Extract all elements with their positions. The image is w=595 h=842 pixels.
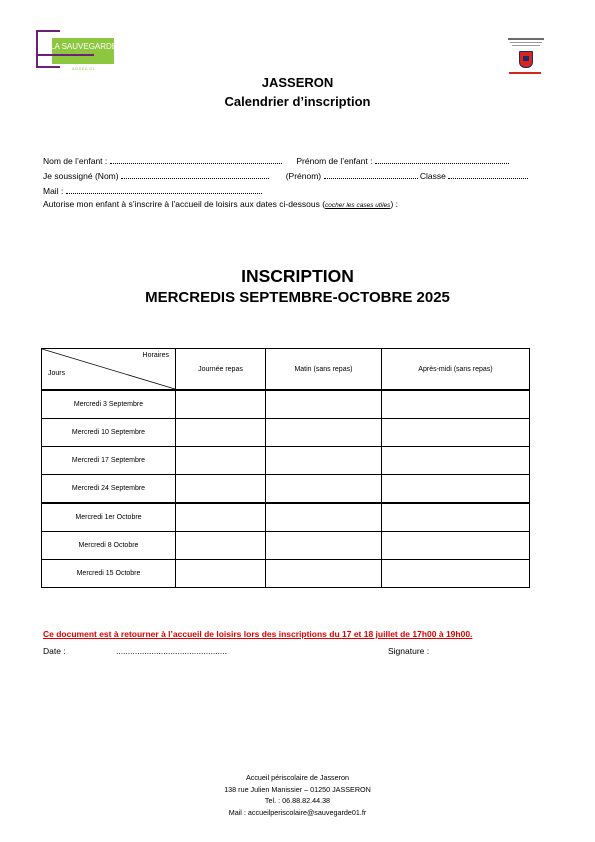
checkbox-cell[interactable] [381, 503, 529, 532]
corner-cell [42, 349, 176, 391]
table-row [42, 447, 530, 475]
corner-bottom-label: Jours [48, 370, 66, 377]
corner-top-label: Horaires [142, 352, 169, 359]
checkbox-cell[interactable] [176, 560, 266, 588]
child-name-line [43, 155, 509, 166]
table-header-row [42, 349, 530, 391]
checkbox-cell[interactable] [176, 532, 266, 560]
class-label: Classe [419, 171, 446, 181]
checkbox-cell[interactable] [265, 560, 381, 588]
checkbox-cell[interactable] [265, 532, 381, 560]
firstname-field[interactable] [324, 170, 418, 179]
child-firstname-label: Prénom de l’enfant : [296, 156, 373, 166]
signature-label: Signature : [388, 646, 430, 656]
day-label: Mercredi 17 Septembre [42, 447, 176, 475]
table-row [42, 503, 530, 532]
undersigned-name-field[interactable] [121, 170, 269, 179]
class-field[interactable] [448, 170, 528, 179]
column-header: Matin (sans repas) [265, 349, 381, 391]
table-row [42, 390, 530, 419]
shield-icon [519, 51, 533, 68]
footer-line-1: Accueil périscolaire de Jasseron [245, 773, 350, 782]
logo-subtext: ADSEA 01 [72, 66, 95, 71]
date-field[interactable]: ............................................... [116, 646, 227, 656]
checkbox-cell[interactable] [265, 390, 381, 419]
day-label: Mercredi 1er Octobre [42, 503, 176, 532]
page-title: JASSERON [261, 75, 334, 90]
authorize-note: cocher les cases utiles [325, 202, 391, 209]
checkbox-cell[interactable] [381, 475, 529, 504]
checkbox-cell[interactable] [381, 560, 529, 588]
child-firstname-field[interactable] [375, 155, 509, 164]
date-label: Date : [43, 646, 66, 656]
footer-address: 138 rue Julien Manissier – 01250 JASSERON [224, 785, 371, 794]
checkbox-cell[interactable] [381, 390, 529, 419]
checkbox-cell[interactable] [265, 475, 381, 504]
checkbox-cell[interactable] [381, 532, 529, 560]
authorize-text: Autorise mon enfant à s’inscrire à l’accueil de loisirs aux dates ci-dessous ( [43, 199, 326, 209]
authorize-end: ) : [390, 199, 398, 209]
inscription-period: MERCREDIS SEPTEMBRE-OCTOBRE 2025 [145, 289, 450, 306]
day-label: Mercredi 8 Octobre [42, 532, 176, 560]
footer-mail: Mail : accueilperiscolaire@sauvegarde01.fr [228, 808, 367, 817]
checkbox-cell[interactable] [176, 419, 266, 447]
child-name-label: Nom de l’enfant : [43, 156, 108, 166]
checkbox-cell[interactable] [176, 475, 266, 504]
checkbox-cell[interactable] [176, 390, 266, 419]
footer-phone: Tel. : 06.88.82.44.38 [264, 796, 331, 805]
return-notice: Ce document est à retourner à l’accueil de loisirs lors des inscriptions du 17 et 18 juillet de 17h00 à 19h00. [43, 629, 473, 639]
authorize-line [43, 199, 398, 209]
checkbox-cell[interactable] [176, 447, 266, 475]
schedule-table [41, 348, 530, 588]
sauvegarde-logo [36, 30, 116, 72]
checkbox-cell[interactable] [265, 447, 381, 475]
mail-field[interactable] [66, 185, 262, 194]
undersigned-label: Je soussigné (Nom) [43, 171, 119, 181]
mail-label: Mail : [43, 186, 64, 196]
mail-line [43, 185, 262, 196]
day-label: Mercredi 3 Septembre [42, 390, 176, 419]
checkbox-cell[interactable] [381, 447, 529, 475]
table-row [42, 419, 530, 447]
child-name-field[interactable] [110, 155, 282, 164]
table-row [42, 532, 530, 560]
table-row [42, 475, 530, 504]
inscription-heading: INSCRIPTION [241, 266, 354, 286]
checkbox-cell[interactable] [381, 419, 529, 447]
checkbox-cell[interactable] [176, 503, 266, 532]
logo-text: LA SAUVEGARDE [50, 42, 118, 51]
table-row [42, 560, 530, 588]
column-header: Journée repas [176, 349, 266, 391]
day-label: Mercredi 15 Octobre [42, 560, 176, 588]
checkbox-cell[interactable] [265, 419, 381, 447]
firstname-label: (Prénom) [285, 171, 322, 181]
day-label: Mercredi 10 Septembre [42, 419, 176, 447]
day-label: Mercredi 24 Septembre [42, 475, 176, 504]
undersigned-line [43, 170, 528, 181]
checkbox-cell[interactable] [265, 503, 381, 532]
page-subtitle: Calendrier d’inscription [224, 94, 371, 109]
column-header: Après-midi (sans repas) [381, 349, 529, 391]
